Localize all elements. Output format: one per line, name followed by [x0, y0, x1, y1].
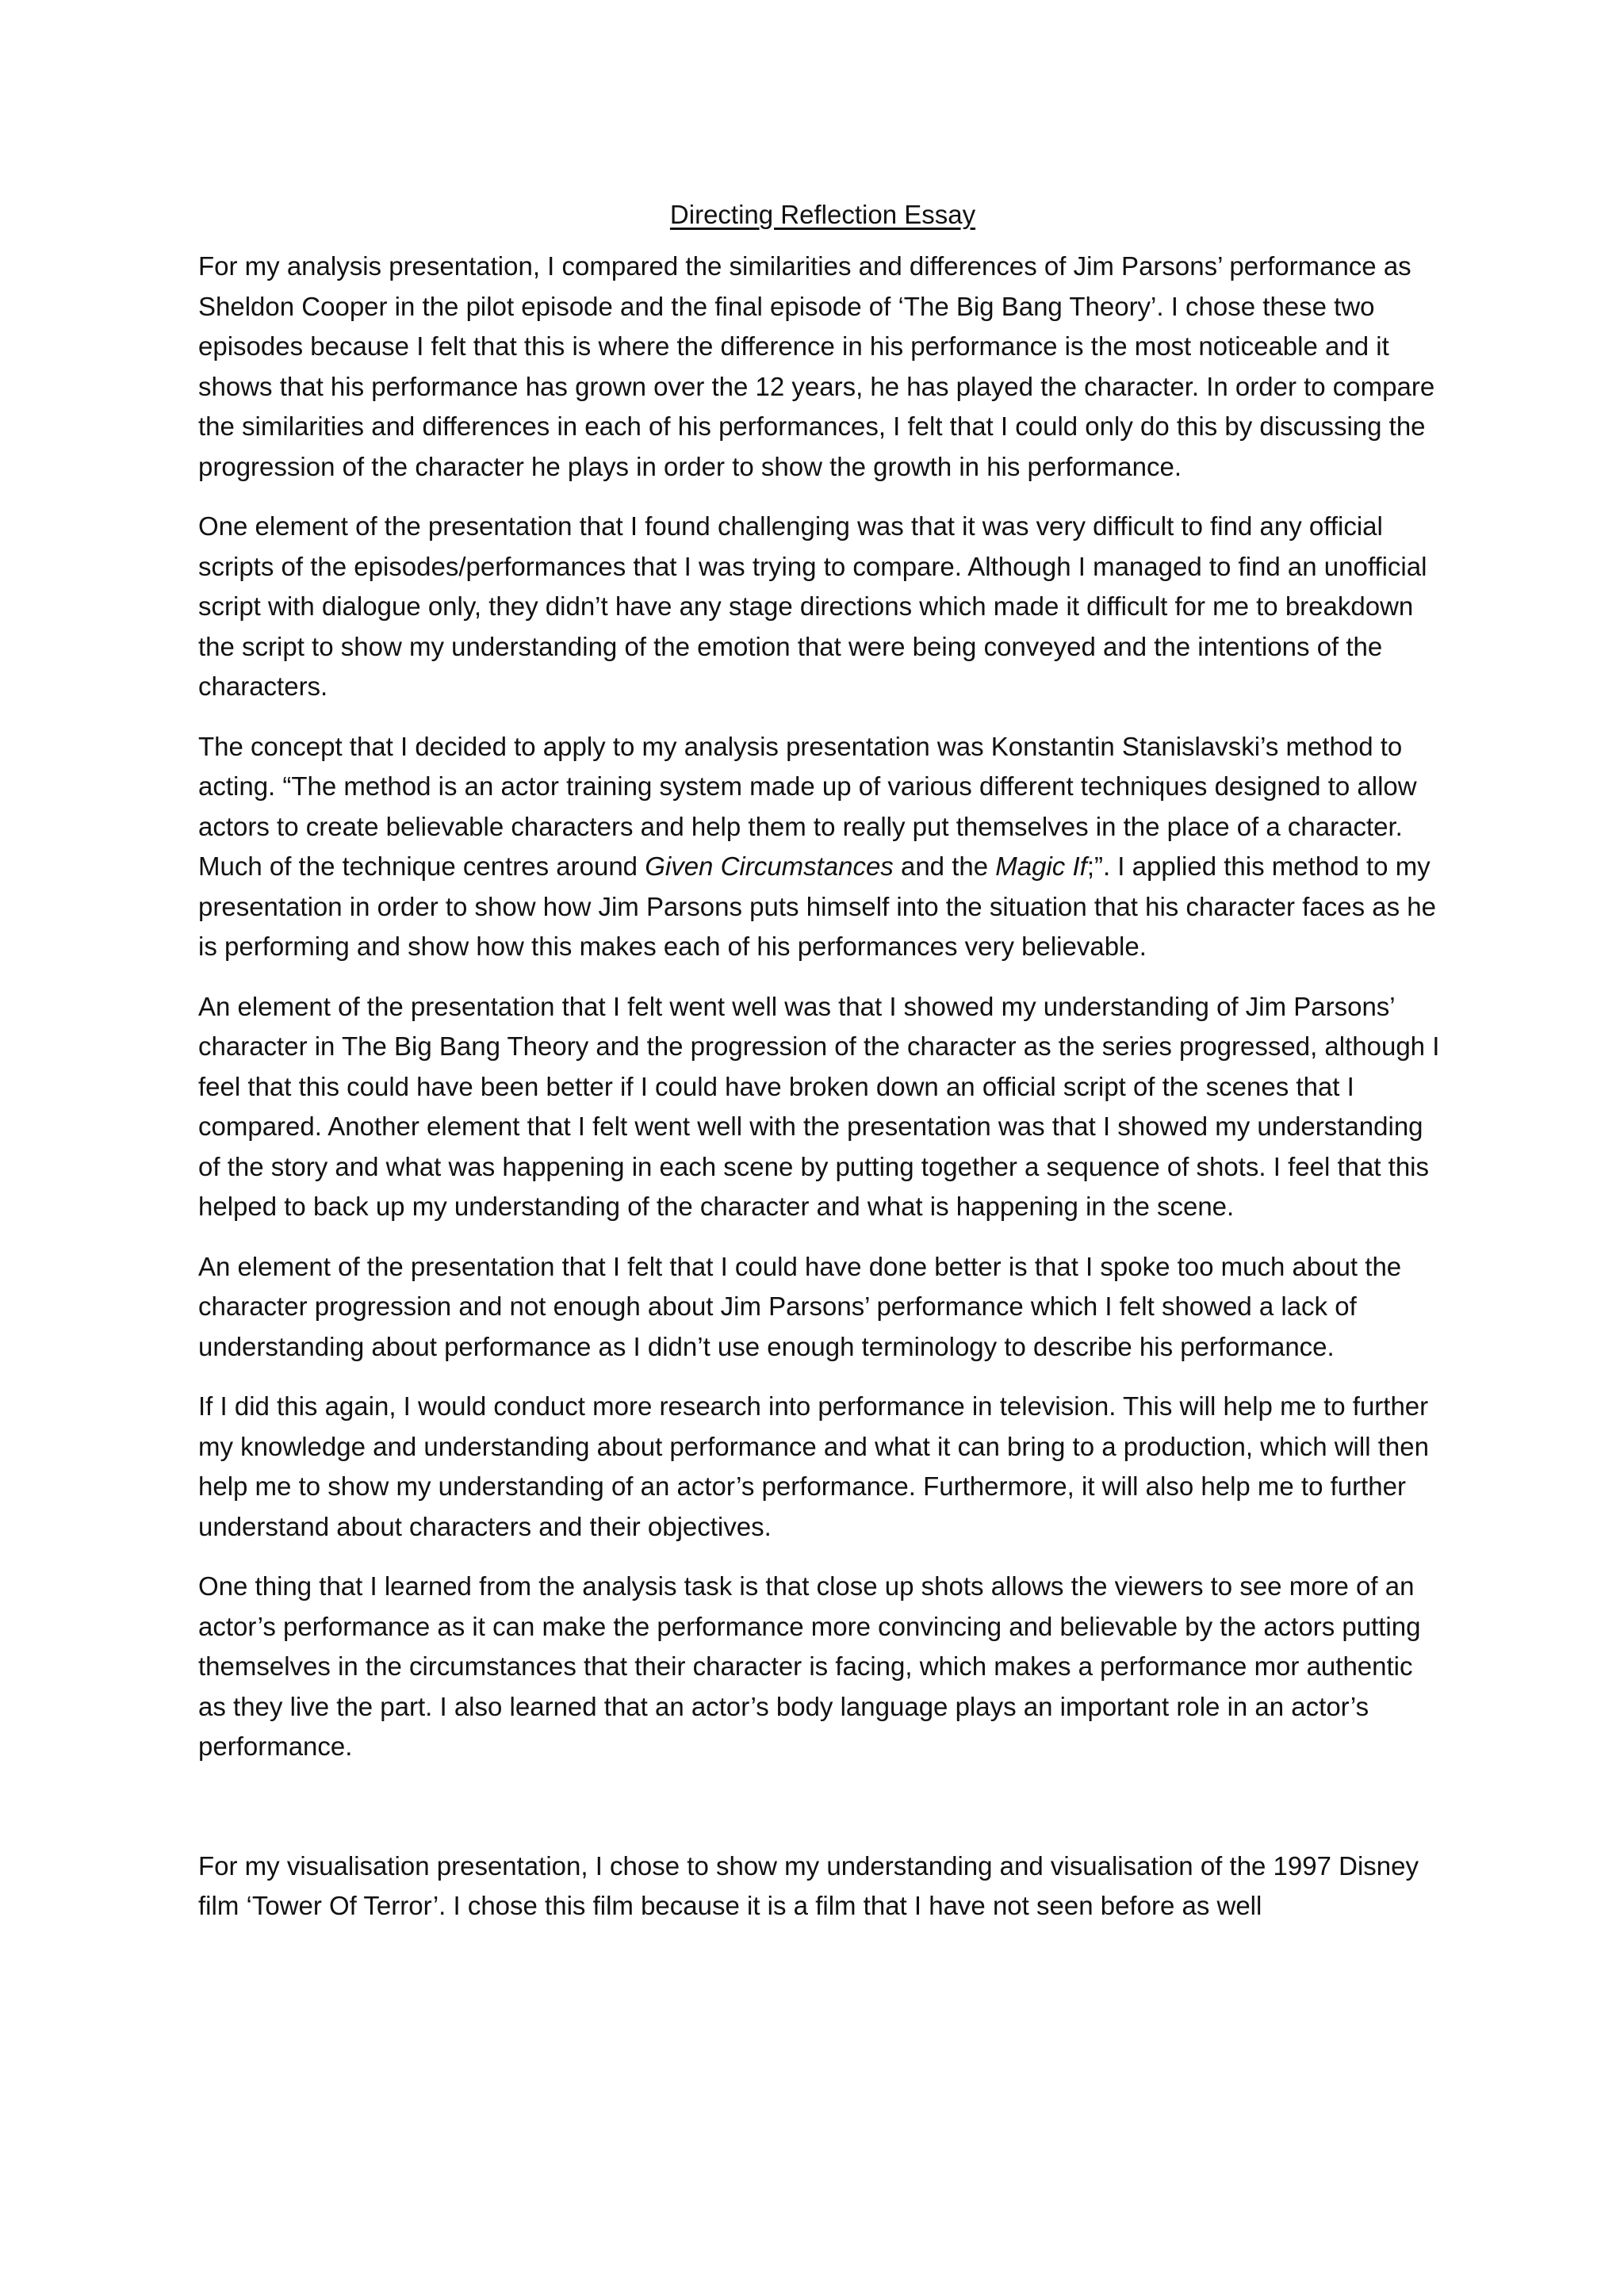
concept-italic-given-circumstances: Given Circumstances	[645, 851, 894, 881]
paragraph-improvements: An element of the presentation that I felt that I could have done better is that I spoke too much about the character progression and not enough about Jim Parsons’ performance which I felt showed a lack of understanding about performance as I didn’t use enough terminology to describe his performance.	[198, 1251, 1402, 1361]
concept-text-part-1: The concept that I decided to apply to my analysis presentation was Konstantin Stanislavski’s method to acting. “The method is an actor training system made up of various different techniques designed to allow actors to create believable characters and help them to really put themselves in the place of a character. Much of the technique centres around	[198, 731, 1417, 881]
paragraph-learned: One thing that I learned from the analysis task is that close up shots allows the viewers to see more of an actor’s performance as it can make the performance more convincing and believable by the actors putting themselves in the circumstances that their character is facing, which makes a performance mor authentic as they live the part. I also learned that an actor’s body language plays an important role in an actor’s performance.	[198, 1571, 1421, 1761]
paragraph-analysis-intro: For my analysis presentation, I compared the similarities and differences of Jim Parsons’ performance as Sheldon Cooper in the pilot episode and the final episode of ‘The Big Bang Theory’. I chose these two episodes because I felt that this is where the difference in his performance is the most noticeable and it shows that his performance has grown over the 12 years, he has played the character. In order to compare the similarities and differences in each of his performances, I felt that I could only do this by discussing the progression of the character he plays in order to show the growth in his performance.	[198, 251, 1435, 481]
document-title: Directing Reflection Essay	[669, 200, 976, 229]
paragraph-next-time: If I did this again, I would conduct more research into performance in television. This will help me to further my knowledge and understanding about performance and what it can bring to a production, which will then help me to show my understanding of an actor’s performance. Furthermore, it will also help me to further understand about characters and their objectives.	[198, 1391, 1429, 1541]
concept-text-part-3: ;”. I applied this method to my presentation in order to show how Jim Parsons puts himself into the situation that his character faces as he is performing and show how this makes each of his performances very believable.	[198, 851, 1436, 961]
concept-italic-magic-if: Magic If	[995, 851, 1087, 881]
paragraph-visualisation-intro: For my visualisation presentation, I chose to show my understanding and visualisation of the 1997 Disney film ‘Tower Of Terror’. I chose this film because it is a film that I have not seen before as well	[198, 1850, 1419, 1920]
paragraph-went-well: An element of the presentation that I felt went well was that I showed my understanding of Jim Parsons’ character in The Big Bang Theory and the progression of the character as the series progressed, although I feel that this could have been better if I could have broken down an official script of the scenes that I compared. Another element that I felt went well with the presentation was that I showed my understanding of the story and what was happening in each scene by putting together a sequence of shots. I feel that this helped to back up my understanding of the character and what is happening in the scene.	[198, 991, 1440, 1221]
paragraph-stanislavski-concept	[198, 727, 1447, 967]
paragraph-challenges: One element of the presentation that I found challenging was that it was very difficult to find any official scripts of the episodes/performances that I was trying to compare. Although I managed to find an unofficial script with dialogue only, they didn’t have any stage directions which made it difficult for me to breakdown the script to show my understanding of the emotion that were being conveyed and the intentions of the characters.	[198, 511, 1427, 701]
document-body	[198, 194, 1447, 1946]
section-spacer	[198, 1787, 1447, 1846]
concept-text-part-2: and the	[893, 851, 996, 881]
